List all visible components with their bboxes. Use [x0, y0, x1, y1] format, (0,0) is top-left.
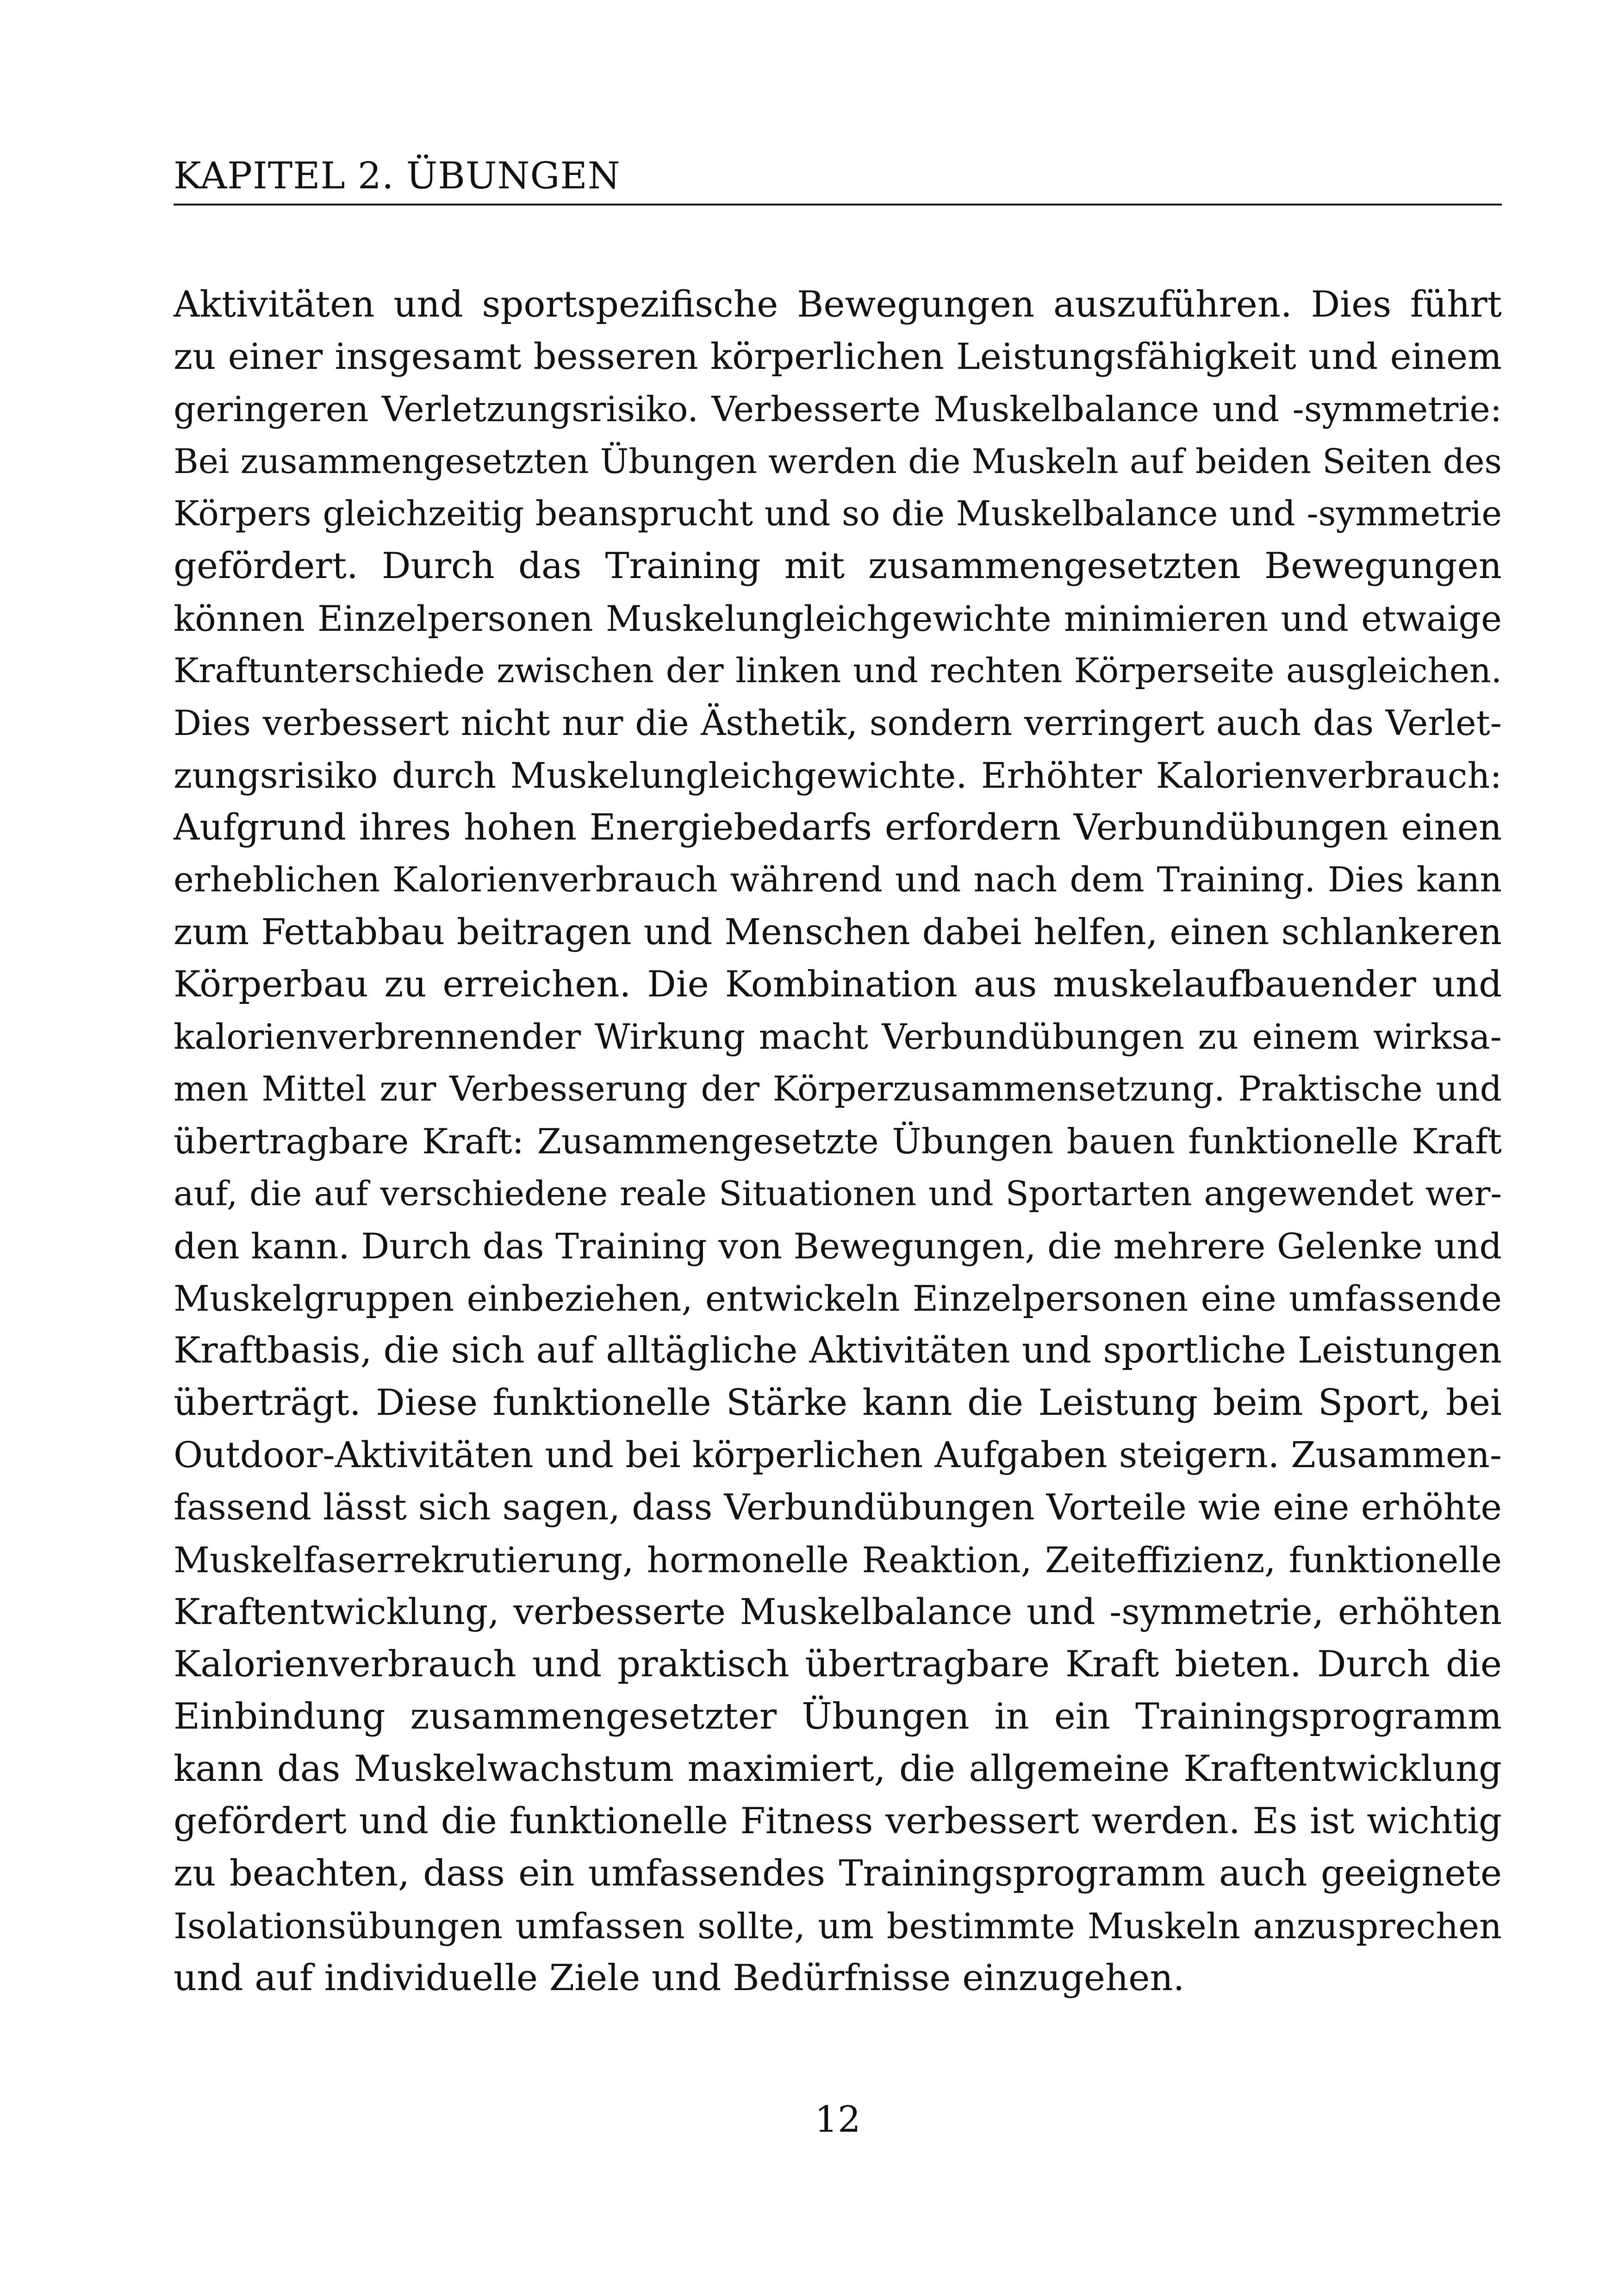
- text-line: kalorienverbrennender Wirkung macht Verbundübungen zu einem wirksa-: [174, 1016, 1502, 1057]
- text-line: auf, die auf verschiedene reale Situationen und Sportarten angewendet wer-: [174, 1174, 1502, 1213]
- text-line: können Einzelpersonen Muskelungleichgewichte minimieren und etwaige: [174, 598, 1502, 639]
- text-line: und auf individuelle Ziele und Bedürfnisse einzugehen.: [174, 1957, 1185, 1999]
- text-line: gefördert. Durch das Training mit zusammengesetzten Bewegungen: [174, 545, 1502, 587]
- text-line: fassend lässt sich sagen, dass Verbundübungen Vorteile wie eine erhöhte: [174, 1487, 1502, 1528]
- text-line: Körperbau zu erreichen. Die Kombination aus muskelaufbauender und: [174, 964, 1502, 1005]
- text-line: zum Fettabbau beitragen und Menschen dabei helfen, einen schlankeren: [174, 912, 1502, 953]
- text-line: gefördert und die funktionelle Fitness verbessert werden. Es ist wichtig: [174, 1800, 1502, 1842]
- text-line: den kann. Durch das Training von Bewegungen, die mehrere Gelenke und: [174, 1226, 1502, 1267]
- text-line: Einbindung zusammengesetzter Übungen in ein Trainingsprogramm: [174, 1696, 1502, 1737]
- text-line: Muskelgruppen einbeziehen, entwickeln Einzelpersonen eine umfassende: [174, 1278, 1502, 1319]
- text-line: Dies verbessert nicht nur die Ästhetik, sondern verringert auch das Verlet-: [174, 703, 1502, 743]
- text-line: men Mittel zur Verbesserung der Körperzusammensetzung. Praktische und: [174, 1069, 1502, 1109]
- text-line: Aktivitäten und sportspezifische Bewegungen auszuführen. Dies führt: [174, 284, 1502, 325]
- page-number: 12: [815, 2099, 861, 2140]
- text-line: Körpers gleichzeitig beansprucht und so die Muskelbalance und -symmetrie: [174, 494, 1502, 534]
- text-line: Muskelfaserrekrutierung, hormonelle Reaktion, Zeiteffizienz, funktionelle: [174, 1539, 1502, 1580]
- text-line: erheblichen Kalorienverbrauch während und nach dem Training. Dies kann: [174, 860, 1502, 900]
- header-rule: [174, 204, 1502, 205]
- text-line: zu einer insgesamt besseren körperlichen Leistungsfähigkeit und einem: [174, 336, 1502, 378]
- text-line: Outdoor-Aktivitäten und bei körperlichen Aufgaben steigern. Zusammen-: [174, 1435, 1502, 1476]
- text-line: überträgt. Diese funktionelle Stärke kann die Leistung beim Sport, bei: [174, 1382, 1502, 1424]
- text-line: übertragbare Kraft: Zusammengesetzte Übungen bauen funktionelle Kraft: [174, 1121, 1502, 1162]
- body-paragraph: [174, 279, 1502, 2004]
- running-header: KAPITEL 2. ÜBUNGEN: [174, 154, 621, 197]
- text-line: Bei zusammengesetzten Übungen werden die Muskeln auf beiden Seiten des: [174, 442, 1502, 481]
- text-line: Aufgrund ihres hohen Energiebedarfs erfordern Verbundübungen einen: [174, 807, 1502, 848]
- text-line: kann das Muskelwachstum maximiert, die allgemeine Kraftentwicklung: [174, 1748, 1502, 1790]
- text-line: Kraftunterschiede zwischen der linken und rechten Körperseite ausgleichen.: [174, 651, 1502, 691]
- text-line: zungsrisiko durch Muskelungleichgewichte. Erhöhter Kalorienverbrauch:: [174, 755, 1502, 796]
- text-line: Kalorienverbrauch und praktisch übertragbare Kraft bieten. Durch die: [174, 1643, 1502, 1685]
- text-line: zu beachten, dass ein umfassendes Trainingsprogramm auch geeignete: [174, 1853, 1502, 1894]
- text-line: Kraftentwicklung, verbesserte Muskelbalance und -symmetrie, erhöhten: [174, 1592, 1502, 1633]
- text-line: Isolationsübungen umfassen sollte, um bestimmte Muskeln anzusprechen: [174, 1905, 1502, 1947]
- text-line: Kraftbasis, die sich auf alltägliche Aktivitäten und sportliche Leistungen: [174, 1330, 1502, 1371]
- text-line: geringeren Verletzungsrisiko. Verbesserte Muskelbalance und -symmetrie:: [174, 389, 1502, 429]
